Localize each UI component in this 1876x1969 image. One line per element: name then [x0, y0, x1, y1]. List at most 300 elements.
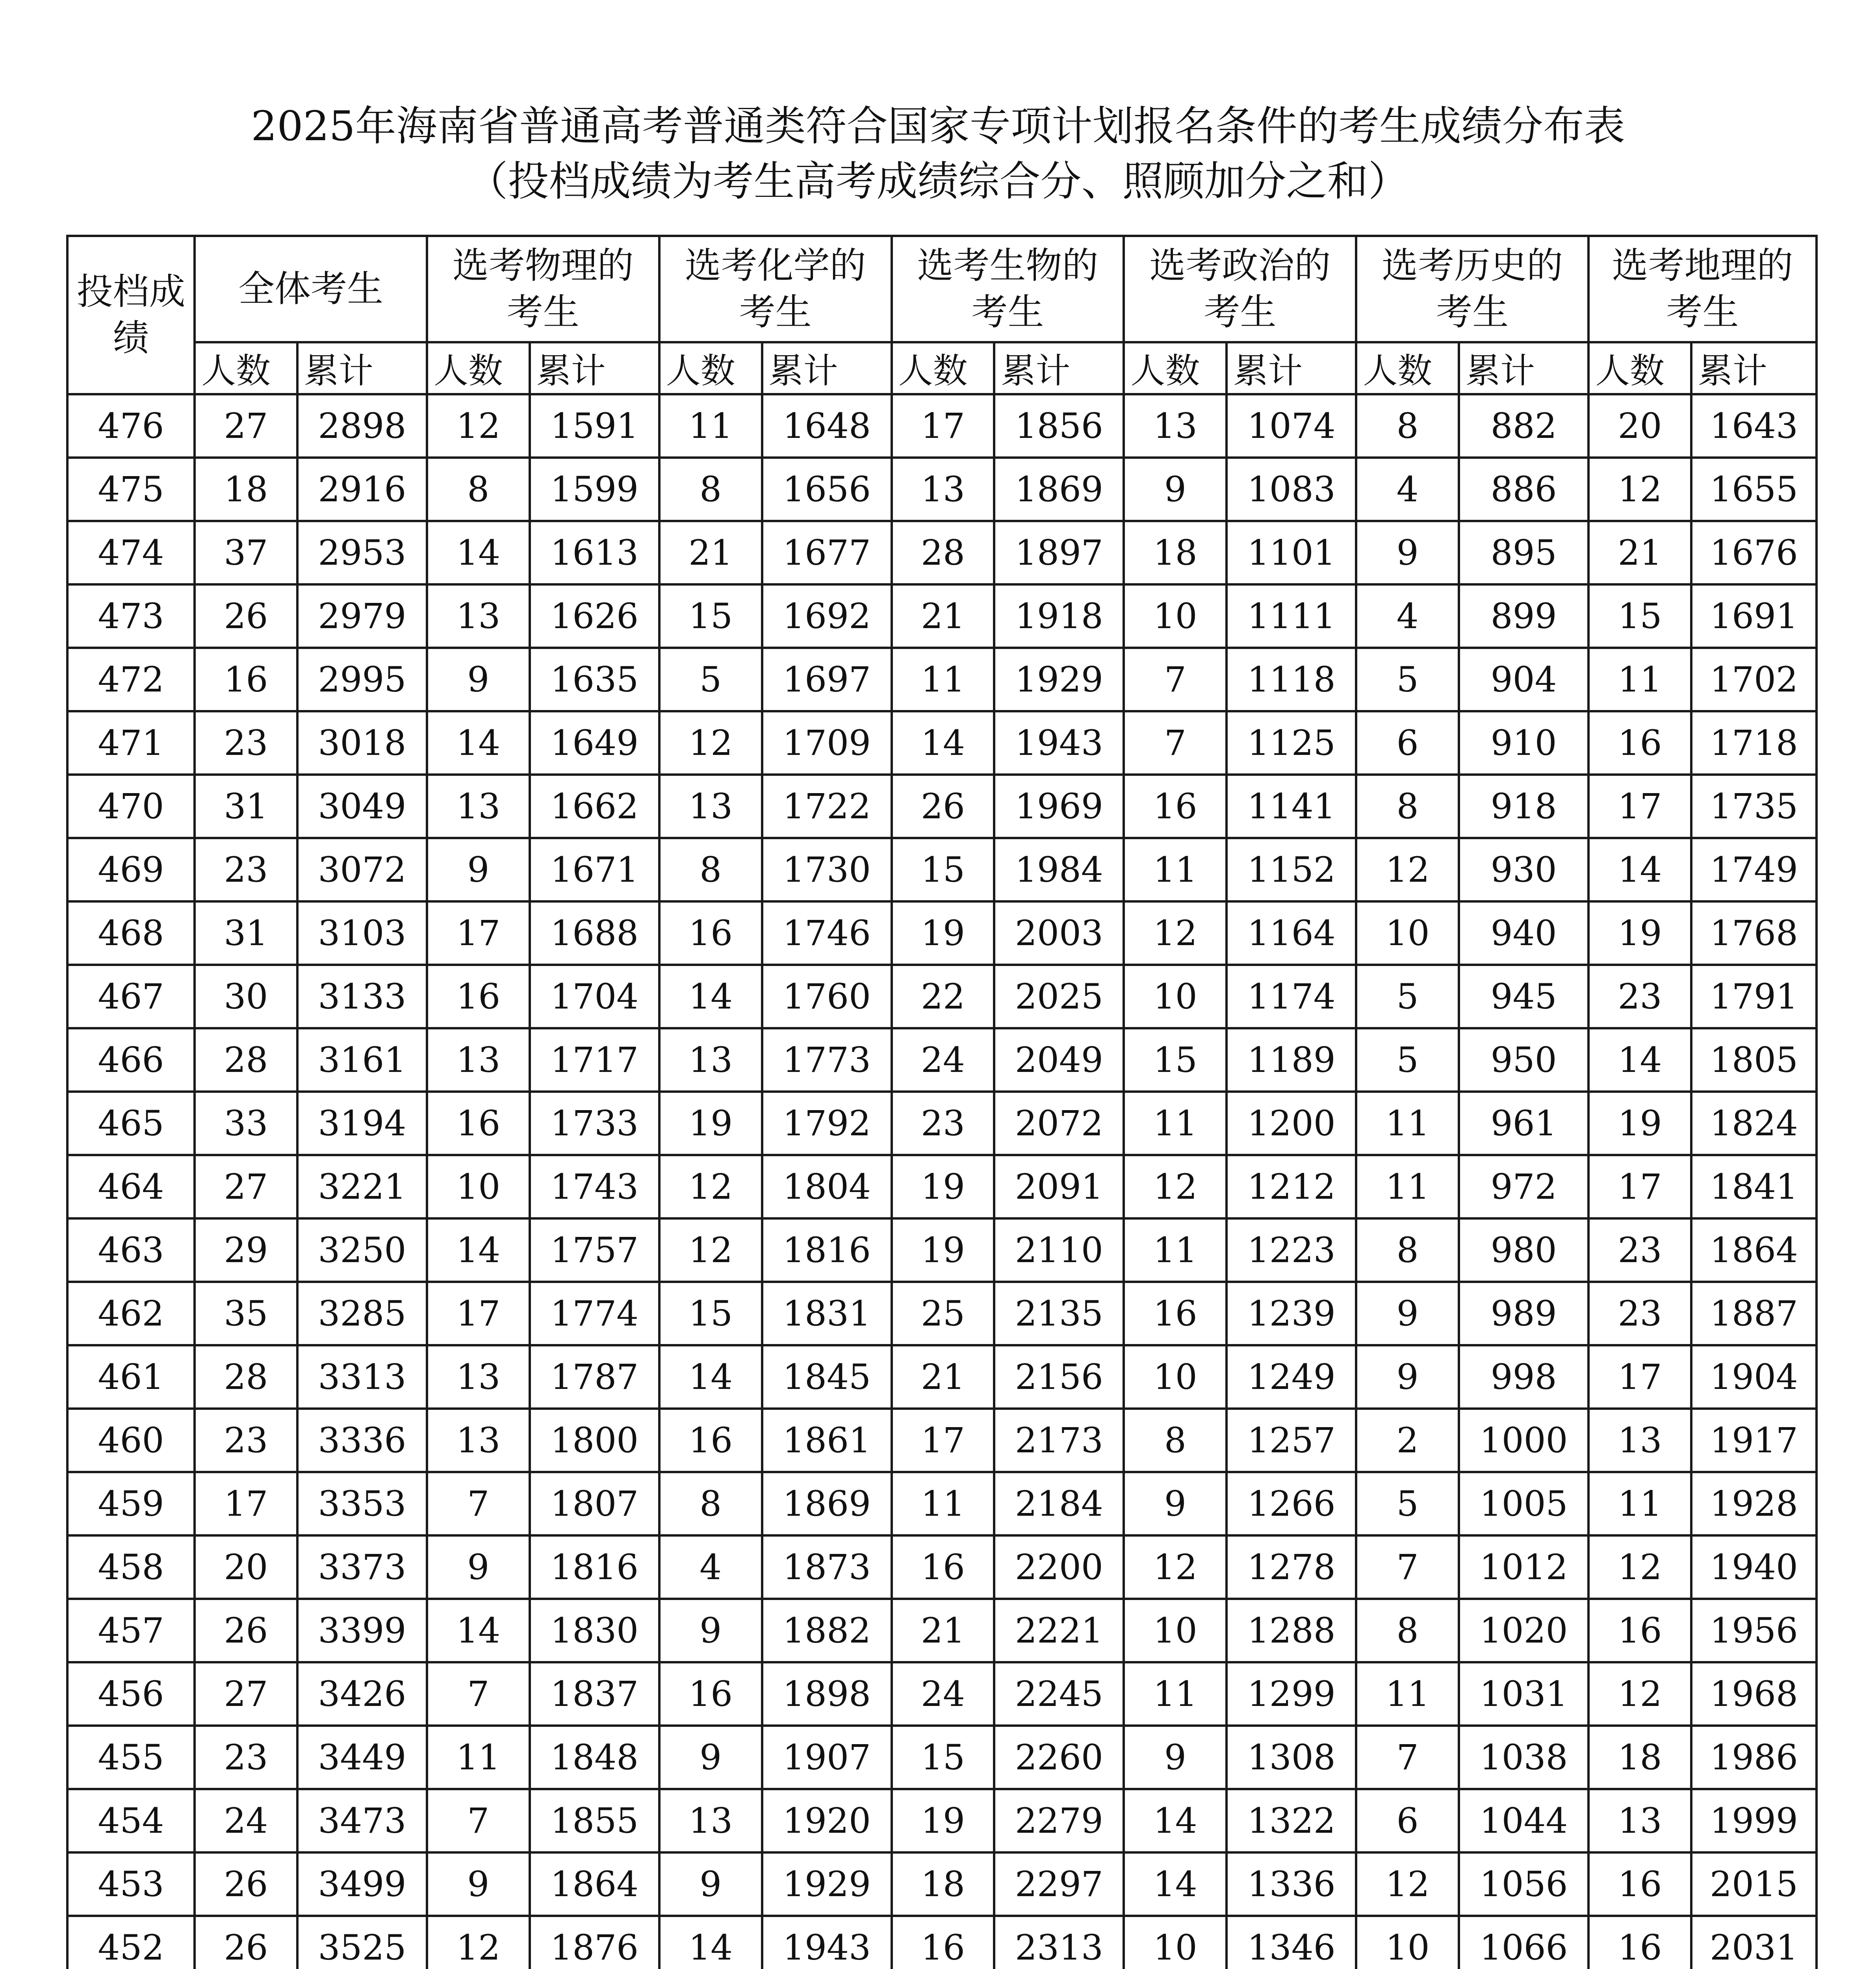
group-header-chemistry: 选考化学的考生	[659, 236, 892, 342]
cumulative-cell: 940	[1459, 901, 1588, 965]
count-cell: 9	[427, 1535, 530, 1599]
cumulative-cell: 930	[1459, 838, 1588, 901]
cumulative-cell: 3250	[297, 1218, 427, 1282]
count-cell: 13	[659, 775, 762, 838]
cumulative-cell: 1189	[1227, 1028, 1356, 1092]
cumulative-cell: 1773	[762, 1028, 892, 1092]
cumulative-cell: 945	[1459, 965, 1588, 1028]
cumulative-cell: 2898	[297, 394, 427, 458]
cumulative-cell: 3194	[297, 1092, 427, 1155]
count-cell: 9	[659, 1852, 762, 1916]
count-cell: 21	[892, 1345, 995, 1409]
count-cell: 16	[427, 1092, 530, 1155]
cumulative-cell: 972	[1459, 1155, 1588, 1218]
count-header: 人数	[1356, 342, 1459, 394]
cumulative-cell: 1655	[1691, 458, 1817, 521]
cumulative-cell: 1288	[1227, 1599, 1356, 1662]
cumulative-header: 累计	[1691, 342, 1817, 394]
count-cell: 8	[427, 458, 530, 521]
count-cell: 19	[892, 1155, 995, 1218]
table-row	[67, 1789, 1817, 1852]
cumulative-cell: 1943	[994, 711, 1124, 775]
cumulative-cell: 1152	[1227, 838, 1356, 901]
count-cell: 16	[1588, 1916, 1691, 1969]
cumulative-cell: 1278	[1227, 1535, 1356, 1599]
count-cell: 10	[1356, 901, 1459, 965]
count-cell: 11	[1588, 648, 1691, 711]
count-cell: 11	[1124, 1218, 1227, 1282]
cumulative-cell: 910	[1459, 711, 1588, 775]
cumulative-cell: 950	[1459, 1028, 1588, 1092]
cumulative-cell: 1956	[1691, 1599, 1817, 1662]
cumulative-cell: 1897	[994, 521, 1124, 584]
table-row	[67, 965, 1817, 1028]
cumulative-cell: 3049	[297, 775, 427, 838]
count-cell: 14	[427, 1218, 530, 1282]
table-row	[67, 1726, 1817, 1789]
count-cell: 24	[892, 1028, 995, 1092]
header-row-groups	[67, 236, 1817, 342]
cumulative-cell: 2091	[994, 1155, 1124, 1218]
page-subtitle: （投档成绩为考生高考成绩综合分、照顾加分之和）	[467, 157, 1409, 205]
count-cell: 11	[1356, 1155, 1459, 1218]
cumulative-cell: 1830	[530, 1599, 659, 1662]
cumulative-cell: 1943	[762, 1916, 892, 1969]
count-cell: 7	[1356, 1726, 1459, 1789]
cumulative-header: 累计	[994, 342, 1124, 394]
cumulative-cell: 989	[1459, 1282, 1588, 1345]
count-cell: 19	[1588, 1092, 1691, 1155]
count-cell: 17	[892, 1409, 995, 1472]
table-row	[67, 458, 1817, 521]
cumulative-cell: 1787	[530, 1345, 659, 1409]
cumulative-cell: 1709	[762, 711, 892, 775]
table-row	[67, 775, 1817, 838]
table-row	[67, 1409, 1817, 1472]
cumulative-cell: 3285	[297, 1282, 427, 1345]
cumulative-cell: 2072	[994, 1092, 1124, 1155]
cumulative-cell: 1873	[762, 1535, 892, 1599]
cumulative-cell: 1907	[762, 1726, 892, 1789]
table-row	[67, 1155, 1817, 1218]
count-cell: 16	[1588, 1599, 1691, 1662]
cumulative-cell: 1743	[530, 1155, 659, 1218]
score-cell: 460	[67, 1409, 195, 1472]
count-cell: 4	[1356, 584, 1459, 648]
count-cell: 11	[1356, 1092, 1459, 1155]
count-cell: 11	[892, 648, 995, 711]
count-cell: 11	[1124, 838, 1227, 901]
cumulative-cell: 1223	[1227, 1218, 1356, 1282]
cumulative-cell: 1702	[1691, 648, 1817, 711]
count-cell: 15	[892, 1726, 995, 1789]
table-row	[67, 1472, 1817, 1535]
count-cell: 7	[427, 1662, 530, 1726]
cumulative-cell: 3336	[297, 1409, 427, 1472]
count-cell: 17	[195, 1472, 297, 1535]
cumulative-cell: 1677	[762, 521, 892, 584]
cumulative-cell: 3103	[297, 901, 427, 965]
cumulative-cell: 882	[1459, 394, 1588, 458]
cumulative-cell: 1239	[1227, 1282, 1356, 1345]
count-cell: 28	[892, 521, 995, 584]
count-cell: 26	[195, 584, 297, 648]
score-cell: 467	[67, 965, 195, 1028]
cumulative-cell: 1760	[762, 965, 892, 1028]
table-row	[67, 838, 1817, 901]
cumulative-cell: 1917	[1691, 1409, 1817, 1472]
count-cell: 14	[427, 711, 530, 775]
count-cell: 14	[892, 711, 995, 775]
cumulative-cell: 1841	[1691, 1155, 1817, 1218]
cumulative-cell: 3426	[297, 1662, 427, 1726]
count-cell: 9	[427, 648, 530, 711]
count-cell: 12	[427, 1916, 530, 1969]
table-body	[67, 394, 1817, 1969]
score-cell: 452	[67, 1916, 195, 1969]
count-cell: 21	[1588, 521, 1691, 584]
count-cell: 18	[892, 1852, 995, 1916]
count-cell: 31	[195, 775, 297, 838]
count-cell: 16	[1124, 1282, 1227, 1345]
count-cell: 5	[1356, 1472, 1459, 1535]
cumulative-cell: 1141	[1227, 775, 1356, 838]
cumulative-cell: 1044	[1459, 1789, 1588, 1852]
score-cell: 459	[67, 1472, 195, 1535]
cumulative-cell: 1918	[994, 584, 1124, 648]
cumulative-header: 累计	[530, 342, 659, 394]
count-cell: 10	[1124, 1599, 1227, 1662]
count-cell: 14	[1588, 838, 1691, 901]
cumulative-cell: 1249	[1227, 1345, 1356, 1409]
count-cell: 8	[1124, 1409, 1227, 1472]
count-cell: 8	[1356, 394, 1459, 458]
count-cell: 29	[195, 1218, 297, 1282]
cumulative-cell: 1746	[762, 901, 892, 965]
count-cell: 16	[659, 1409, 762, 1472]
cumulative-cell: 2916	[297, 458, 427, 521]
cumulative-cell: 2003	[994, 901, 1124, 965]
cumulative-cell: 2200	[994, 1535, 1124, 1599]
count-cell: 12	[659, 711, 762, 775]
cumulative-cell: 1257	[1227, 1409, 1356, 1472]
table-row	[67, 1599, 1817, 1662]
cumulative-cell: 1005	[1459, 1472, 1588, 1535]
count-cell: 8	[659, 1472, 762, 1535]
count-cell: 25	[892, 1282, 995, 1345]
count-cell: 2	[1356, 1409, 1459, 1472]
cumulative-cell: 1730	[762, 838, 892, 901]
cumulative-cell: 3499	[297, 1852, 427, 1916]
count-cell: 12	[659, 1218, 762, 1282]
count-cell: 26	[195, 1599, 297, 1662]
cumulative-cell: 1805	[1691, 1028, 1817, 1092]
cumulative-cell: 1676	[1691, 521, 1817, 584]
cumulative-cell: 1066	[1459, 1916, 1588, 1969]
cumulative-cell: 2184	[994, 1472, 1124, 1535]
count-cell: 13	[427, 1409, 530, 1472]
table-row	[67, 1345, 1817, 1409]
cumulative-cell: 1816	[762, 1218, 892, 1282]
count-cell: 14	[1124, 1852, 1227, 1916]
count-cell: 9	[427, 838, 530, 901]
cumulative-cell: 961	[1459, 1092, 1588, 1155]
cumulative-cell: 2031	[1691, 1916, 1817, 1969]
cumulative-cell: 3353	[297, 1472, 427, 1535]
score-cell: 469	[67, 838, 195, 901]
score-cell: 463	[67, 1218, 195, 1282]
count-cell: 10	[1356, 1916, 1459, 1969]
cumulative-cell: 1940	[1691, 1535, 1817, 1599]
cumulative-cell: 1855	[530, 1789, 659, 1852]
cumulative-cell: 1876	[530, 1916, 659, 1969]
cumulative-cell: 1898	[762, 1662, 892, 1726]
count-cell: 9	[659, 1599, 762, 1662]
score-cell: 453	[67, 1852, 195, 1916]
count-cell: 26	[892, 775, 995, 838]
cumulative-cell: 2110	[994, 1218, 1124, 1282]
cumulative-cell: 1020	[1459, 1599, 1588, 1662]
count-cell: 21	[659, 521, 762, 584]
score-cell: 475	[67, 458, 195, 521]
count-cell: 14	[1588, 1028, 1691, 1092]
count-cell: 13	[892, 458, 995, 521]
cumulative-cell: 1749	[1691, 838, 1817, 901]
count-cell: 16	[195, 648, 297, 711]
count-cell: 19	[892, 1218, 995, 1282]
cumulative-cell: 1212	[1227, 1155, 1356, 1218]
score-distribution-table	[66, 235, 1818, 1969]
cumulative-cell: 1848	[530, 1726, 659, 1789]
count-cell: 13	[1588, 1789, 1691, 1852]
count-header: 人数	[659, 342, 762, 394]
title-block	[0, 98, 1876, 209]
table-row	[67, 1916, 1817, 1969]
cumulative-cell: 1691	[1691, 584, 1817, 648]
cumulative-cell: 899	[1459, 584, 1588, 648]
cumulative-cell: 1336	[1227, 1852, 1356, 1916]
count-cell: 16	[659, 901, 762, 965]
cumulative-cell: 2260	[994, 1726, 1124, 1789]
count-cell: 12	[1356, 1852, 1459, 1916]
count-cell: 11	[1356, 1662, 1459, 1726]
cumulative-cell: 1111	[1227, 584, 1356, 648]
cumulative-cell: 3221	[297, 1155, 427, 1218]
cumulative-cell: 1322	[1227, 1789, 1356, 1852]
table-row	[67, 1852, 1817, 1916]
cumulative-cell: 1792	[762, 1092, 892, 1155]
cumulative-cell: 1692	[762, 584, 892, 648]
cumulative-header: 累计	[762, 342, 892, 394]
count-cell: 23	[892, 1092, 995, 1155]
count-cell: 11	[1124, 1092, 1227, 1155]
count-cell: 16	[892, 1535, 995, 1599]
table-row	[67, 1535, 1817, 1599]
group-header-politics: 选考政治的考生	[1124, 236, 1356, 342]
count-cell: 31	[195, 901, 297, 965]
count-cell: 22	[892, 965, 995, 1028]
count-cell: 11	[659, 394, 762, 458]
cumulative-cell: 1861	[762, 1409, 892, 1472]
count-cell: 27	[195, 1155, 297, 1218]
score-cell: 465	[67, 1092, 195, 1155]
count-header: 人数	[892, 342, 995, 394]
cumulative-cell: 1649	[530, 711, 659, 775]
count-cell: 10	[1124, 965, 1227, 1028]
cumulative-cell: 2156	[994, 1345, 1124, 1409]
count-cell: 16	[659, 1662, 762, 1726]
score-cell: 458	[67, 1535, 195, 1599]
score-cell: 468	[67, 901, 195, 965]
table-row	[67, 521, 1817, 584]
cumulative-cell: 1791	[1691, 965, 1817, 1028]
count-cell: 19	[892, 1789, 995, 1852]
cumulative-cell: 1074	[1227, 394, 1356, 458]
count-cell: 23	[195, 1409, 297, 1472]
group-header-physics: 选考物理的考生	[427, 236, 659, 342]
count-cell: 26	[195, 1916, 297, 1969]
cumulative-cell: 2953	[297, 521, 427, 584]
cumulative-cell: 1299	[1227, 1662, 1356, 1726]
count-cell: 15	[659, 584, 762, 648]
score-column-header: 投档成绩	[67, 236, 195, 394]
count-cell: 4	[659, 1535, 762, 1599]
count-cell: 13	[427, 1345, 530, 1409]
cumulative-cell: 1704	[530, 965, 659, 1028]
count-cell: 30	[195, 965, 297, 1028]
count-cell: 14	[427, 521, 530, 584]
count-cell: 12	[1124, 1535, 1227, 1599]
count-cell: 17	[1588, 775, 1691, 838]
cumulative-cell: 1688	[530, 901, 659, 965]
count-cell: 23	[1588, 1282, 1691, 1345]
cumulative-cell: 1266	[1227, 1472, 1356, 1535]
cumulative-cell: 1056	[1459, 1852, 1588, 1916]
cumulative-cell: 1643	[1691, 394, 1817, 458]
cumulative-cell: 1864	[530, 1852, 659, 1916]
cumulative-cell: 1031	[1459, 1662, 1588, 1726]
count-header: 人数	[195, 342, 297, 394]
cumulative-cell: 1656	[762, 458, 892, 521]
cumulative-cell: 1804	[762, 1155, 892, 1218]
cumulative-cell: 1869	[762, 1472, 892, 1535]
count-cell: 5	[1356, 965, 1459, 1028]
count-cell: 12	[1588, 1535, 1691, 1599]
cumulative-cell: 1869	[994, 458, 1124, 521]
score-cell: 473	[67, 584, 195, 648]
group-header-all: 全体考生	[195, 236, 427, 342]
count-cell: 6	[1356, 1789, 1459, 1852]
cumulative-cell: 2025	[994, 965, 1124, 1028]
cumulative-cell: 1856	[994, 394, 1124, 458]
cumulative-cell: 1928	[1691, 1472, 1817, 1535]
cumulative-cell: 1613	[530, 521, 659, 584]
count-cell: 9	[1356, 521, 1459, 584]
count-cell: 28	[195, 1028, 297, 1092]
count-cell: 16	[427, 965, 530, 1028]
count-cell: 9	[1356, 1345, 1459, 1409]
cumulative-cell: 2221	[994, 1599, 1124, 1662]
cumulative-cell: 1800	[530, 1409, 659, 1472]
cumulative-cell: 895	[1459, 521, 1588, 584]
count-cell: 14	[659, 965, 762, 1028]
count-cell: 9	[1124, 1726, 1227, 1789]
cumulative-cell: 2313	[994, 1916, 1124, 1969]
cumulative-cell: 886	[1459, 458, 1588, 521]
count-cell: 26	[195, 1852, 297, 1916]
count-cell: 6	[1356, 711, 1459, 775]
cumulative-cell: 1083	[1227, 458, 1356, 521]
count-cell: 11	[1588, 1472, 1691, 1535]
score-cell: 456	[67, 1662, 195, 1726]
count-cell: 17	[427, 901, 530, 965]
count-cell: 17	[1588, 1345, 1691, 1409]
count-header: 人数	[427, 342, 530, 394]
page-title: 2025年海南省普通高考普通类符合国家专项计划报名条件的考生成绩分布表	[251, 102, 1625, 150]
count-cell: 28	[195, 1345, 297, 1409]
count-header: 人数	[1588, 342, 1691, 394]
count-cell: 21	[892, 584, 995, 648]
count-cell: 23	[1588, 965, 1691, 1028]
count-cell: 5	[1356, 648, 1459, 711]
table-row	[67, 1092, 1817, 1155]
count-cell: 19	[892, 901, 995, 965]
cumulative-cell: 3161	[297, 1028, 427, 1092]
cumulative-cell: 2979	[297, 584, 427, 648]
cumulative-cell: 1999	[1691, 1789, 1817, 1852]
count-cell: 18	[1588, 1726, 1691, 1789]
count-cell: 8	[1356, 775, 1459, 838]
cumulative-cell: 3473	[297, 1789, 427, 1852]
cumulative-cell: 3373	[297, 1535, 427, 1599]
count-cell: 12	[1124, 1155, 1227, 1218]
cumulative-cell: 1125	[1227, 711, 1356, 775]
count-cell: 19	[659, 1092, 762, 1155]
count-cell: 13	[659, 1789, 762, 1852]
cumulative-cell: 1038	[1459, 1726, 1588, 1789]
cumulative-cell: 1904	[1691, 1345, 1817, 1409]
count-cell: 37	[195, 521, 297, 584]
table-row	[67, 1662, 1817, 1726]
count-cell: 16	[1124, 775, 1227, 838]
count-cell: 20	[195, 1535, 297, 1599]
count-cell: 7	[427, 1789, 530, 1852]
cumulative-cell: 1346	[1227, 1916, 1356, 1969]
table-row	[67, 1282, 1817, 1345]
score-cell: 471	[67, 711, 195, 775]
cumulative-cell: 1648	[762, 394, 892, 458]
table-row	[67, 901, 1817, 965]
count-cell: 9	[659, 1726, 762, 1789]
count-cell: 12	[1588, 1662, 1691, 1726]
table-row	[67, 584, 1817, 648]
count-cell: 24	[892, 1662, 995, 1726]
header-row-subcolumns	[67, 342, 1817, 394]
count-cell: 13	[427, 775, 530, 838]
cumulative-cell: 2049	[994, 1028, 1124, 1092]
cumulative-cell: 1591	[530, 394, 659, 458]
score-cell: 457	[67, 1599, 195, 1662]
count-cell: 16	[1588, 1852, 1691, 1916]
cumulative-cell: 904	[1459, 648, 1588, 711]
cumulative-cell: 1831	[762, 1282, 892, 1345]
count-cell: 9	[427, 1852, 530, 1916]
cumulative-cell: 1012	[1459, 1535, 1588, 1599]
count-cell: 4	[1356, 458, 1459, 521]
cumulative-cell: 3313	[297, 1345, 427, 1409]
cumulative-cell: 1864	[1691, 1218, 1817, 1282]
cumulative-header: 累计	[297, 342, 427, 394]
